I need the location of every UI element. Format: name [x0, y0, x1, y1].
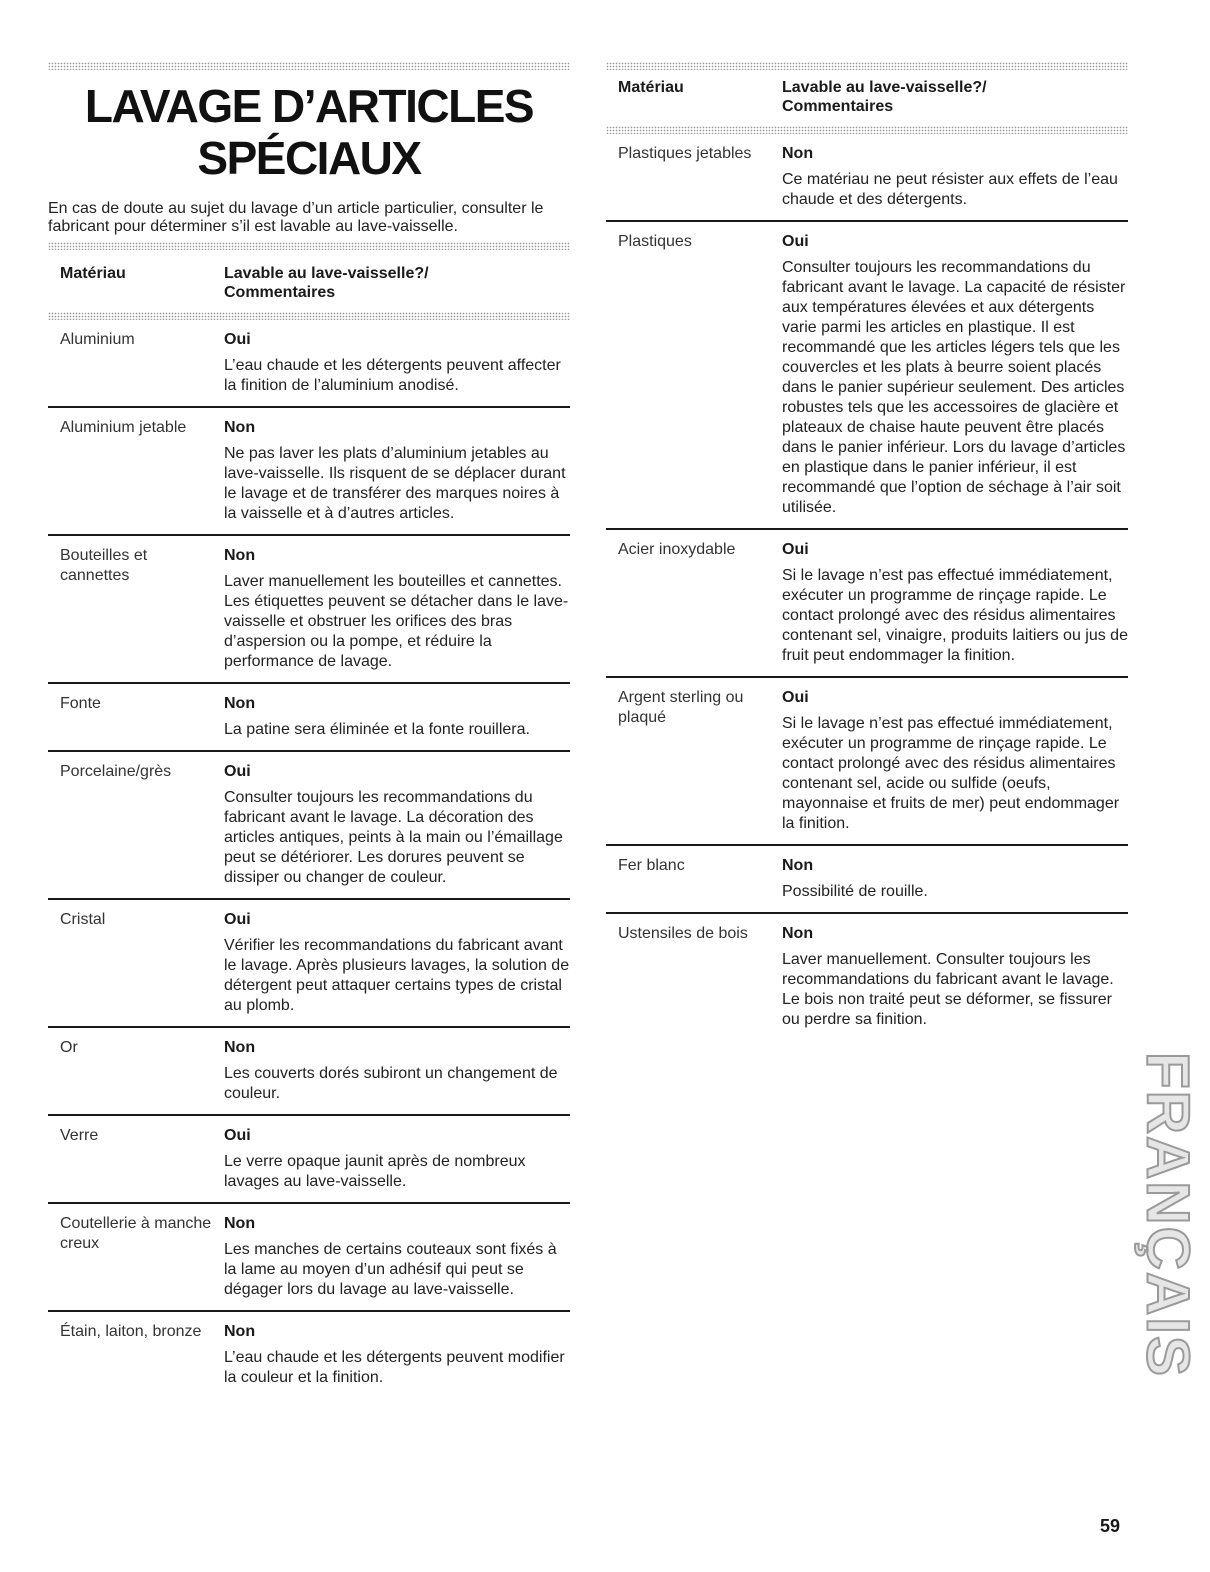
row-material: Aluminium jetable [60, 419, 187, 436]
table-row [48, 1028, 570, 1116]
language-side-tab-label: FRANÇAIS [1134, 1052, 1202, 1378]
row-comment: Si le lavage n’est pas effectué immédiatement, exécuter un programme de rinçage rapide. Le contact prolongé avec des résidus alimentaires contenant sel, vinaigre, produits laitiers ou jus de fruit peut endommager la finition. [782, 567, 1128, 664]
row-verdict: Oui [782, 541, 809, 558]
language-side-tab [1134, 1052, 1202, 1378]
row-material: Acier inoxydable [618, 541, 736, 558]
header-material: Matériau [618, 79, 684, 96]
row-verdict: Oui [782, 233, 809, 250]
row-material: Aluminium [60, 331, 135, 348]
row-comment: L’eau chaude et les détergents peuvent affecter la finition de l’aluminium anodisé. [224, 357, 561, 394]
row-verdict: Oui [224, 1127, 251, 1144]
row-comment: Ne pas laver les plats d’aluminium jetables au lave-vaisselle. Ils risquent de se déplacer durant le lavage et de transférer des marques noires à la vaisselle et à d’autres articles. [224, 445, 566, 522]
table-header [48, 250, 570, 312]
right-header-top-rule [606, 62, 1128, 70]
row-verdict: Oui [224, 911, 251, 928]
row-verdict: Non [224, 547, 256, 564]
top-rule [48, 62, 570, 70]
row-verdict: Non [782, 925, 814, 942]
table-row [48, 752, 570, 900]
header-bottom-rule [48, 312, 570, 320]
row-verdict: Non [782, 857, 814, 874]
intro-paragraph: En cas de doute au sujet du lavage d’un article particulier, consulter le fabricant pour déterminer s’il est lavable au lave-vaisselle. [48, 200, 544, 235]
right-header-bottom-rule [606, 126, 1128, 134]
table-row [606, 530, 1128, 678]
row-verdict: Non [224, 1215, 256, 1232]
row-material: Cristal [60, 911, 106, 928]
row-comment: L’eau chaude et les détergents peuvent modifier la couleur et la finition. [224, 1349, 565, 1386]
row-material: Or [60, 1039, 78, 1056]
row-comment: Les couverts dorés subiront un changement de couleur. [224, 1065, 558, 1102]
left-table-body [48, 320, 570, 1398]
page-number: 59 [1100, 1516, 1121, 1536]
row-material: Bouteilles et cannettes [60, 547, 148, 584]
table-row [48, 408, 570, 536]
row-comment: Laver manuellement les bouteilles et cannettes. Les étiquettes peuvent se détacher dans le lave-vaisselle et obstruer les orifices des bras d’aspersion ou la pompe, et réduire la performance de lavage. [224, 573, 569, 670]
header-washable-line1: Lavable au lave-vaisselle?/ [782, 79, 987, 96]
row-material: Fer blanc [618, 857, 685, 874]
row-material: Étain, laiton, bronze [60, 1323, 202, 1340]
row-material: Plastiques jetables [618, 145, 752, 162]
row-comment: Si le lavage n’est pas effectué immédiatement, exécuter un programme de rinçage rapide. Le contact prolongé avec des résidus alimentaires contenant sel, acide ou sulfide (oeufs, mayonnaise et fruits de mer) peut endommager la finition. [782, 715, 1120, 832]
row-material: Porcelaine/grès [60, 763, 172, 780]
left-column [48, 62, 570, 1398]
row-comment: Consulter toujours les recommandations du fabricant avant le lavage. La capacité de résister aux températures élevées et aux détergents varie parmi les articles en plastique. Il est recommandé que les articles légers tels que les couvercles et les plats à beurre soient placés dans le panier supérieur seulement. Des articles robustes tels que les accessoires de glacière et plateaux de chaise haute peuvent être placés dans le panier inférieur. Lors du lavage d’articles en plastique dans le panier inférieur, il est recommandé que l’option de séchage à l’air soit utilisée. [782, 259, 1126, 516]
title-line-2: SPÉCIAUX [197, 132, 421, 184]
row-comment: La patine sera éliminée et la fonte rouillera. [224, 721, 530, 738]
row-verdict: Non [224, 695, 256, 712]
header-washable-line2: Commentaires [782, 98, 894, 115]
header-washable [782, 78, 1128, 116]
table-row [48, 1116, 570, 1204]
row-verdict: Non [224, 419, 256, 436]
table-row [606, 846, 1128, 914]
row-verdict: Non [224, 1323, 256, 1340]
row-comment: Vérifier les recommandations du fabricant avant le lavage. Après plusieurs lavages, la solution de détergent peut attaquer certains types de cristal au plomb. [224, 937, 570, 1014]
row-material: Verre [60, 1127, 99, 1144]
table-row [48, 1312, 570, 1398]
header-top-rule [48, 242, 570, 250]
row-material: Argent sterling ou plaqué [618, 689, 744, 726]
row-comment: Le verre opaque jaunit après de nombreux lavages au lave-vaisselle. [224, 1153, 526, 1190]
table-row [48, 684, 570, 752]
table-row [606, 914, 1128, 1040]
table-row [606, 134, 1128, 222]
row-verdict: Non [782, 145, 814, 162]
table-row [48, 320, 570, 408]
header-washable-line2: Commentaires [224, 284, 336, 301]
right-column [606, 62, 1128, 1040]
table-header-right [606, 70, 1128, 126]
row-comment: Ce matériau ne peut résister aux effets de l’eau chaude et des détergents. [782, 171, 1118, 208]
row-verdict: Oui [224, 331, 251, 348]
row-material: Fonte [60, 695, 101, 712]
row-comment: Les manches de certains couteaux sont fixés à la lame au moyen d’un adhésif qui peut se dégager lors du lavage au lave-vaisselle. [224, 1241, 557, 1298]
table-row [48, 1204, 570, 1312]
row-material: Ustensiles de bois [618, 925, 748, 942]
header-washable-line1: Lavable au lave-vaisselle?/ [224, 265, 429, 282]
row-verdict: Non [224, 1039, 256, 1056]
row-material: Plastiques [618, 233, 692, 250]
row-verdict: Oui [782, 689, 809, 706]
page-title [48, 80, 570, 184]
row-verdict: Oui [224, 763, 251, 780]
row-comment: Laver manuellement. Consulter toujours les recommandations du fabricant avant le lavage. Le bois non traité peut se déformer, se fissurer ou perdre sa finition. [782, 951, 1114, 1028]
header-material: Matériau [60, 265, 126, 282]
table-row [606, 678, 1128, 846]
table-row [48, 536, 570, 684]
title-line-1: LAVAGE D’ARTICLES [84, 80, 534, 132]
right-table-body [606, 134, 1128, 1040]
row-material: Coutellerie à manche creux [60, 1215, 212, 1252]
table-row [48, 900, 570, 1028]
row-comment: Possibilité de rouille. [782, 883, 928, 900]
header-washable [224, 264, 570, 302]
table-row [606, 222, 1128, 530]
row-comment: Consulter toujours les recommandations du fabricant avant le lavage. La décoration des articles antiques, peints à la main ou l’émaillage peut se détériorer. Les dorures peuvent se dissiper ou changer de couleur. [224, 789, 563, 886]
